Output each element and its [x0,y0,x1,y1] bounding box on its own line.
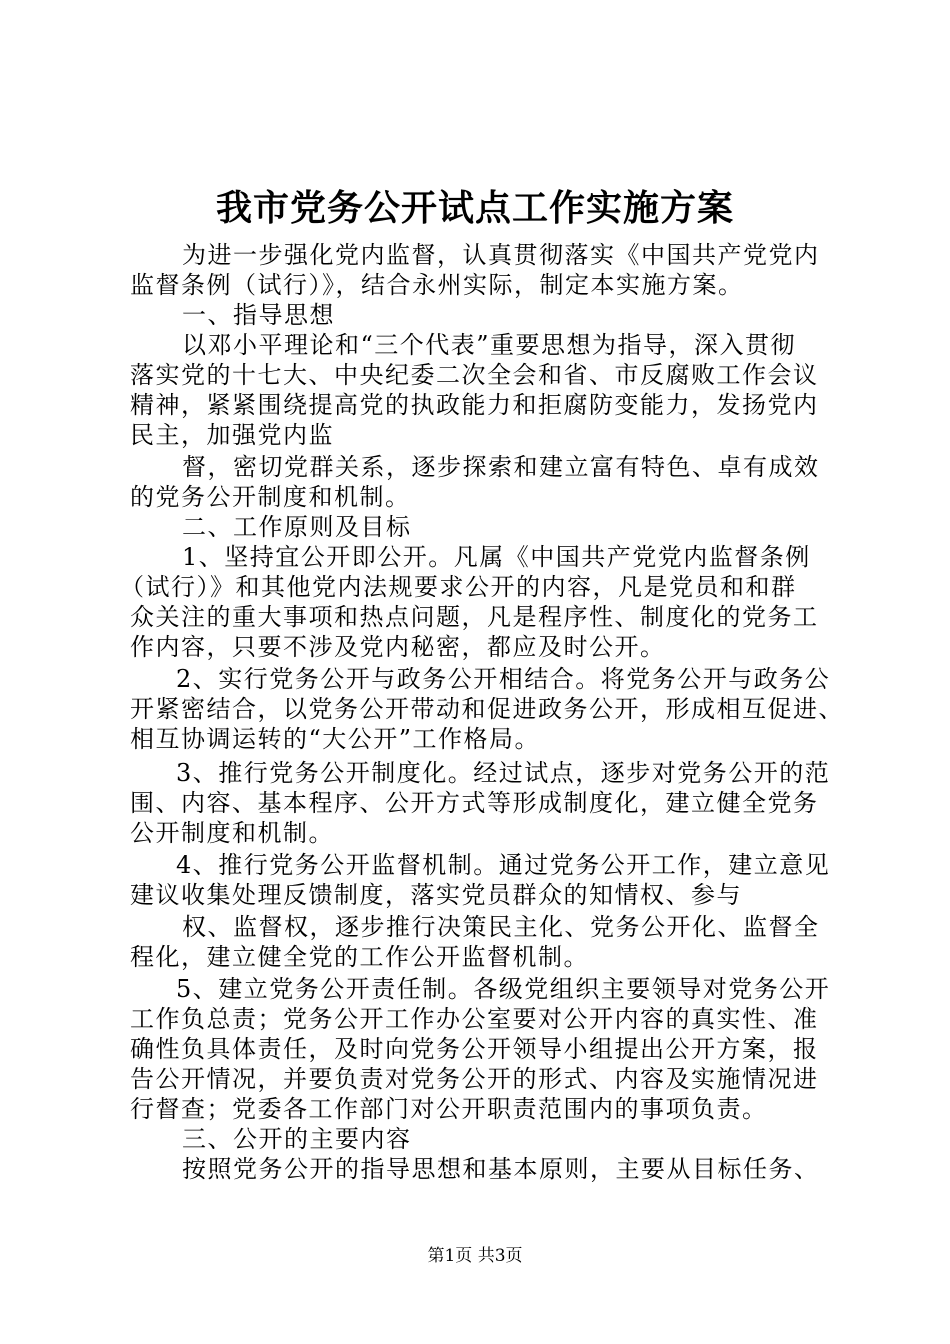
body-line: 相互协调运转的“大公开”工作格局。 [130,725,541,753]
body-line: 按照党务公开的指导思想和基本原则，主要从目标任务、 [182,1155,820,1183]
body-line: 督，密切党群关系，逐步探索和建立富有特色、卓有成效 [182,453,820,481]
body-line: 工作负总责；党务公开工作办公室要对公开内容的真实性、准 [130,1005,819,1033]
body-line: 权、监督权，逐步推行决策民主化、党务公开化、监督全 [182,913,820,941]
body-line: 公开制度和机制。 [130,819,334,847]
body-line: 1、坚持宜公开即公开。凡属《中国共产党党内监督条例 [182,543,811,571]
body-line: 作内容，只要不涉及党内秘密，都应及时公开。 [130,633,666,661]
section-heading: 二、工作原则及目标 [182,513,412,541]
body-line: 精神，紧紧围绕提高党的执政能力和拒腐防变能力，发扬党内 [130,391,819,419]
body-line: 确性负具体责任，及时向党务公开领导小组提出公开方案，报 [130,1035,819,1063]
body-line: 的党务公开制度和机制。 [130,483,411,511]
body-line: （试行）》和其他党内法规要求公开的内容，凡是党员和和群 [120,573,797,601]
body-line: 以邓小平理论和“三个代表”重要思想为指导，深入贯彻 [182,331,797,359]
body-line: 建议收集处理反馈制度，落实党员群众的知情权、参与 [130,881,742,909]
section-heading: 一、指导思想 [182,301,335,329]
document-title: 我市党务公开试点工作实施方案 [215,187,734,229]
page-number: 第1页 共3页 [427,1246,523,1266]
body-line: 4、推行党务公开监督机制。通过党务公开工作，建立意见 [176,851,831,879]
body-line: 告公开情况，并要负责对党务公开的形式、内容及实施情况进 [130,1065,819,1093]
body-line: 民主，加强党内监 [130,421,334,449]
body-line: 5、建立党务公开责任制。各级党组织主要领导对党务公开 [176,975,831,1003]
body-line: 行督查；党委各工作部门对公开职责范围内的事项负责。 [130,1095,768,1123]
body-line: 围、内容、基本程序、公开方式等形成制度化，建立健全党务 [130,789,819,817]
body-line: 落实党的十七大、中央纪委二次全会和省、市反腐败工作会议 [130,361,819,389]
body-line: 开紧密结合，以党务公开带动和促进政务公开，形成相互促进、 [130,695,844,723]
body-line: 2、实行党务公开与政务公开相结合。将党务公开与政务公 [176,665,831,693]
body-line: 监督条例（试行）》，结合永州实际，制定本实施方案。 [130,271,744,299]
body-line: 为进一步强化党内监督，认真贯彻落实《中国共产党党内 [182,241,820,269]
body-line: 众关注的重大事项和热点问题，凡是程序性、制度化的党务工 [130,603,819,631]
body-line: 3、推行党务公开制度化。经过试点，逐步对党务公开的范 [176,759,831,787]
section-heading: 三、公开的主要内容 [182,1125,412,1153]
body-line: 程化，建立健全党的工作公开监督机制。 [130,943,589,971]
